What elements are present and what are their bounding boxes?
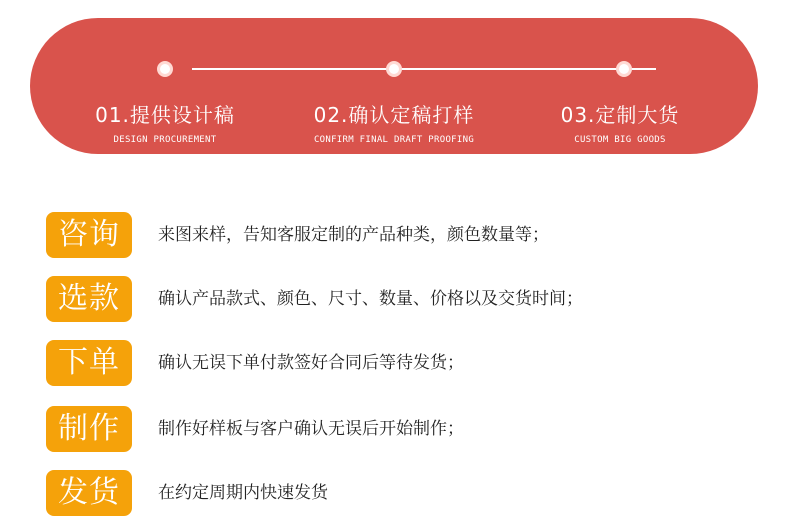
step-2-title: 02.确认定稿打样	[313, 103, 475, 127]
step-3-dot	[616, 61, 632, 77]
tag-select: 选款	[46, 276, 132, 322]
step-1	[87, 102, 243, 146]
tag-produce: 制作	[46, 406, 132, 452]
step-1-subtitle: DESIGN PROCUREMENT	[113, 135, 217, 145]
step-2-dot	[386, 61, 402, 77]
step-2	[296, 102, 492, 146]
tag-order: 下单	[46, 340, 132, 386]
desc-consult: 来图来样，告知客服定制的产品种类，颜色数量等；	[158, 225, 549, 245]
step-1-dot	[157, 61, 173, 77]
progress-track	[192, 68, 656, 70]
desc-select: 确认产品款式、颜色、尺寸、数量、价格以及交货时间；	[158, 289, 583, 309]
step-2-subtitle: CONFIRM FINAL DRAFT PROOFING	[313, 135, 475, 145]
tag-ship: 发货	[46, 470, 132, 516]
step-3	[550, 102, 690, 146]
process-banner	[30, 18, 758, 154]
desc-ship: 在约定周期内快速发货	[158, 483, 328, 503]
step-1-title: 01.提供设计稿	[95, 103, 235, 127]
step-3-subtitle: CUSTOM BIG GOODS	[574, 135, 666, 145]
desc-produce: 制作好样板与客户确认无误后开始制作；	[158, 419, 464, 439]
step-3-title: 03.定制大货	[560, 103, 680, 127]
desc-order: 确认无误下单付款签好合同后等待发货；	[158, 353, 464, 373]
tag-consult: 咨询	[46, 212, 132, 258]
